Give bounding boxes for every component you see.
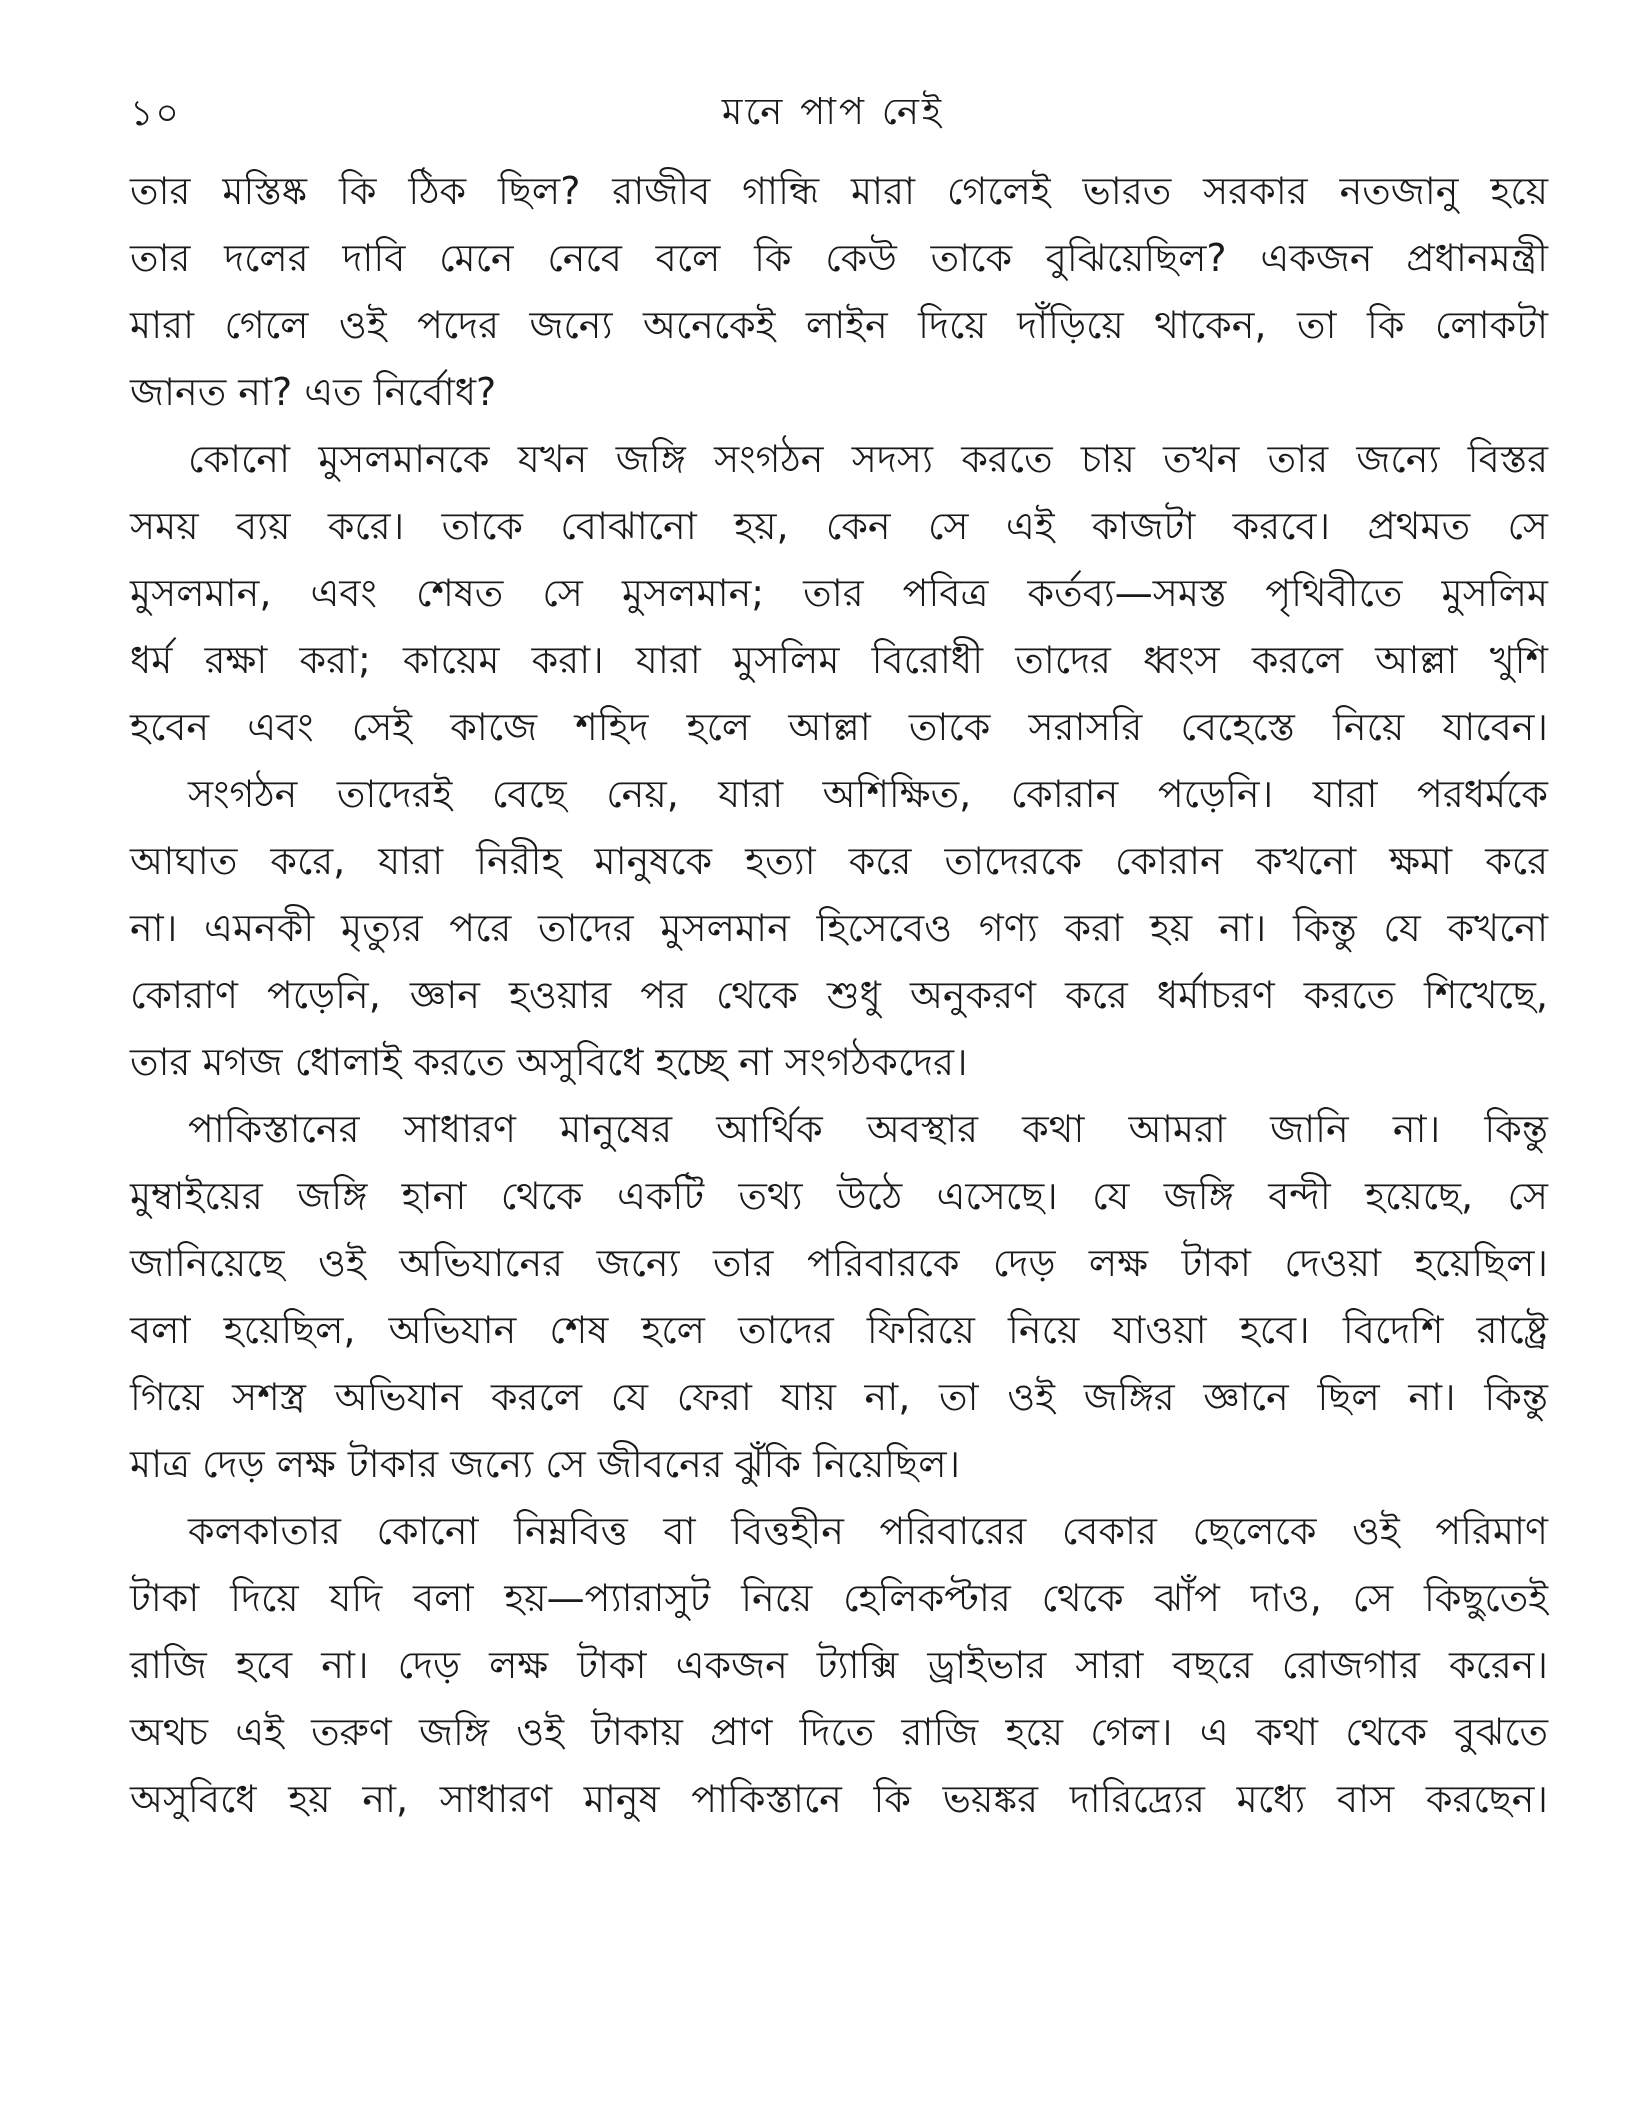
text-line: তার মগজ ধোলাই করতে অসুবিধে হচ্ছে না সংগঠকদের। bbox=[130, 1040, 968, 1084]
text-line: জানত না? এত নির্বোধ? bbox=[130, 370, 497, 414]
text-line: ধর্ম রক্ষা করা; কায়েম করা। যারা মুসলিম বিরোধী তাদের ধ্বংস করলে আল্লা খুশি bbox=[130, 638, 1548, 682]
paragraph bbox=[130, 1498, 1548, 1833]
text-line: কলকাতার কোনো নিম্নবিত্ত বা বিত্তহীন পরিবারের বেকার ছেলেকে ওই পরিমাণ bbox=[188, 1509, 1548, 1553]
text-line: মারা গেলে ওই পদের জন্যে অনেকেই লাইন দিয়ে দাঁড়িয়ে থাকেন, তা কি লোকটা bbox=[130, 303, 1548, 347]
text-line: মুসলমান, এবং শেষত সে মুসলমান; তার পবিত্র কর্তব্য—সমস্ত পৃথিবীতে মুসলিম bbox=[130, 571, 1548, 615]
text-line: তার দলের দাবি মেনে নেবে বলে কি কেউ তাকে বুঝিয়েছিল? একজন প্রধানমন্ত্রী bbox=[130, 236, 1548, 280]
text-line: মাত্র দেড় লক্ষ টাকার জন্যে সে জীবনের ঝুঁকি নিয়েছিল। bbox=[130, 1442, 961, 1486]
paragraph bbox=[130, 761, 1548, 1096]
text-line: টাকা দিয়ে যদি বলা হয়—প্যারাসুট নিয়ে হেলিকপ্টার থেকে ঝাঁপ দাও, সে কিছুতেই bbox=[130, 1576, 1548, 1620]
page-number: ১০ bbox=[130, 93, 181, 134]
text-line: রাজি হবে না। দেড় লক্ষ টাকা একজন ট্যাক্সি ড্রাইভার সারা বছরে রোজগার করেন। bbox=[130, 1643, 1548, 1687]
text-line: বলা হয়েছিল, অভিযান শেষ হলে তাদের ফিরিয়ে নিয়ে যাওয়া হবে। বিদেশি রাষ্ট্রে bbox=[130, 1308, 1548, 1352]
text-line: সংগঠন তাদেরই বেছে নেয়, যারা অশিক্ষিত, কোরান পড়েনি। যারা পরধর্মকে bbox=[188, 772, 1548, 816]
text-line: জানিয়েছে ওই অভিযানের জন্যে তার পরিবারকে দেড় লক্ষ টাকা দেওয়া হয়েছিল। bbox=[130, 1241, 1548, 1285]
text-line: তার মস্তিষ্ক কি ঠিক ছিল? রাজীব গান্ধি মারা গেলেই ভারত সরকার নতজানু হয়ে bbox=[130, 169, 1548, 213]
text-line: গিয়ে সশস্ত্র অভিযান করলে যে ফেরা যায় না, তা ওই জঙ্গির জ্ঞানে ছিল না। কিন্তু bbox=[130, 1375, 1548, 1419]
text-line: কোরাণ পড়েনি, জ্ঞান হওয়ার পর থেকে শুধু অনুকরণ করে ধর্মাচরণ করতে শিখেছে, bbox=[130, 973, 1548, 1017]
text-line: সময় ব্যয় করে। তাকে বোঝানো হয়, কেন সে এই কাজটা করবে। প্রথমত সে bbox=[130, 504, 1548, 548]
text-line: অথচ এই তরুণ জঙ্গি ওই টাকায় প্রাণ দিতে রাজি হয়ে গেল। এ কথা থেকে বুঝতে bbox=[130, 1710, 1548, 1754]
text-line: আঘাত করে, যারা নিরীহ মানুষকে হত্যা করে তাদেরকে কোরান কখনো ক্ষমা করে bbox=[130, 839, 1548, 883]
text-line: কোনো মুসলমানকে যখন জঙ্গি সংগঠন সদস্য করতে চায় তখন তার জন্যে বিস্তর bbox=[188, 437, 1548, 481]
page-header bbox=[118, 82, 1548, 142]
paragraph bbox=[130, 426, 1548, 761]
paragraph bbox=[130, 158, 1548, 426]
text-line: পাকিস্তানের সাধারণ মানুষের আর্থিক অবস্থার কথা আমরা জানি না। কিন্তু bbox=[188, 1107, 1548, 1151]
text-line: মুম্বাইয়ের জঙ্গি হানা থেকে একটি তথ্য উঠে এসেছে। যে জঙ্গি বন্দী হয়েছে, সে bbox=[130, 1174, 1548, 1218]
running-title: মনে পাপ নেই bbox=[721, 90, 945, 133]
body-text bbox=[130, 158, 1548, 1833]
text-line: অসুবিধে হয় না, সাধারণ মানুষ পাকিস্তানে কি ভয়ঙ্কর দারিদ্র্যের মধ্যে বাস করছেন। bbox=[130, 1777, 1548, 1821]
text-line: না। এমনকী মৃত্যুর পরে তাদের মুসলমান হিসেবেও গণ্য করা হয় না। কিন্তু যে কখনো bbox=[130, 906, 1548, 950]
text-line: হবেন এবং সেই কাজে শহিদ হলে আল্লা তাকে সরাসরি বেহেস্তে নিয়ে যাবেন। bbox=[130, 705, 1548, 749]
paragraph bbox=[130, 1096, 1548, 1498]
